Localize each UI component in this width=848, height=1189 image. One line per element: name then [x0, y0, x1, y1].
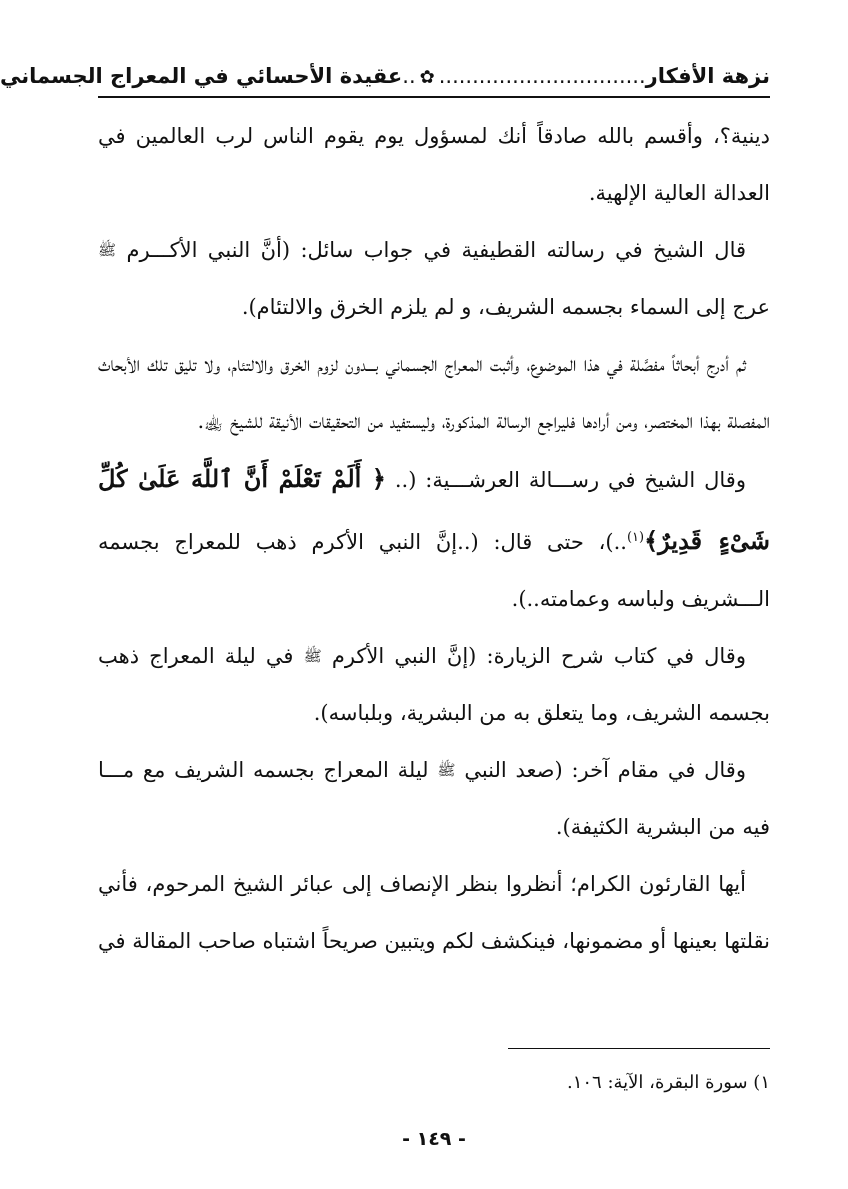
paragraph-4 — [98, 450, 770, 628]
paragraph-text: وقال في مقام آخر: (صعد النبي — [464, 758, 746, 782]
paragraph-text: ثم أدرج أبحاثاً مفصَّلة في هذا الموضوع، وأثبت المعراج الجسماني بـــدون لزوم الخرق والالتئام، ولا تليق تلك الأبحاث المفصلة بهذا المختصر، ومن أرادها فليراجع الرسالة المذكورة، وليستفيد من التحقيقات الأنيقة للشيخ ﵀. — [98, 352, 770, 433]
paragraph-1 — [98, 108, 770, 222]
paragraph-2 — [98, 222, 770, 336]
body-text — [98, 108, 770, 970]
page-number: - ١٤٩ - — [402, 1128, 466, 1150]
header-dots-short: .. — [402, 64, 416, 88]
paragraph-text: قال الشيخ في رسالته القطيفية في جواب سائل: (أنَّ النبي الأكـــرم — [126, 238, 747, 262]
paragraph-5 — [98, 628, 770, 742]
paragraph-text: ..)، حتى قال: (..إنَّ النبي الأكرم ذهب للمعراج بجسمه الـــشريف ولباسه وعمامته..). — [98, 530, 770, 611]
header-dots: ............................... — [438, 64, 646, 88]
paragraph-text: وقال في كتاب شرح الزيارة: (إنَّ النبي الأكرم — [331, 644, 746, 668]
chapter-title: عقيدة الأحسائي في المعراج الجسماني — [0, 64, 403, 88]
paragraph-text: دينية؟، وأقسم بالله صادقاً أنك لمسؤول يوم يقوم الناس لرب العالمين في العدالة العالية الإلهية. — [98, 124, 770, 205]
paragraph-text: وقال الشيخ في رســـالة العرشـــية: (.. — [394, 468, 746, 492]
footnote-reference[interactable]: (١) — [626, 530, 645, 545]
running-header — [0, 56, 770, 98]
footnote-divider — [508, 1048, 770, 1049]
footnote — [98, 1068, 770, 1098]
paragraph-text: عرج إلى السماء بجسمه الشريف، و لم يلزم الخرق والالتئام). — [241, 295, 770, 319]
paragraph-3 — [98, 336, 770, 450]
quran-verse: ﴿ أَلَمْ تَعْلَمْ أَنَّ ٱللَّهَ عَلَىٰ كُلِّ شَىْءٍ قَدِيرٌ﴾ — [98, 464, 770, 555]
paragraph-text: ليلة المعراج بجسمه الشريف مع مـــا فيه من البشرية الكثيفة). — [98, 758, 770, 839]
book-title: نزهة الأفكار — [645, 64, 770, 88]
salawat-glyph: ﷺ — [303, 647, 322, 665]
paragraph-text: في ليلة المعراج ذهب بجسمه الشريف، وما يتعلق به من البشرية، وبلباسه). — [98, 644, 770, 725]
salawat-glyph: ﷺ — [437, 761, 456, 779]
flower-ornament-icon: ✿ — [419, 67, 435, 88]
paragraph-6 — [98, 742, 770, 856]
salawat-glyph: ﷺ — [98, 241, 117, 259]
paragraph-7 — [98, 856, 770, 970]
footnote-text: ١) سورة البقرة، الآية: ١٠٦. — [566, 1072, 770, 1093]
paragraph-text: أيها القارئون الكرام؛ أنظروا بنظر الإنصاف إلى عبائر الشيخ المرحوم، فأني نقلتها بعينها أو مضمونها، فينكشف لكم ويتبين صريحاً اشتباه صاحب المقالة في — [98, 872, 770, 953]
